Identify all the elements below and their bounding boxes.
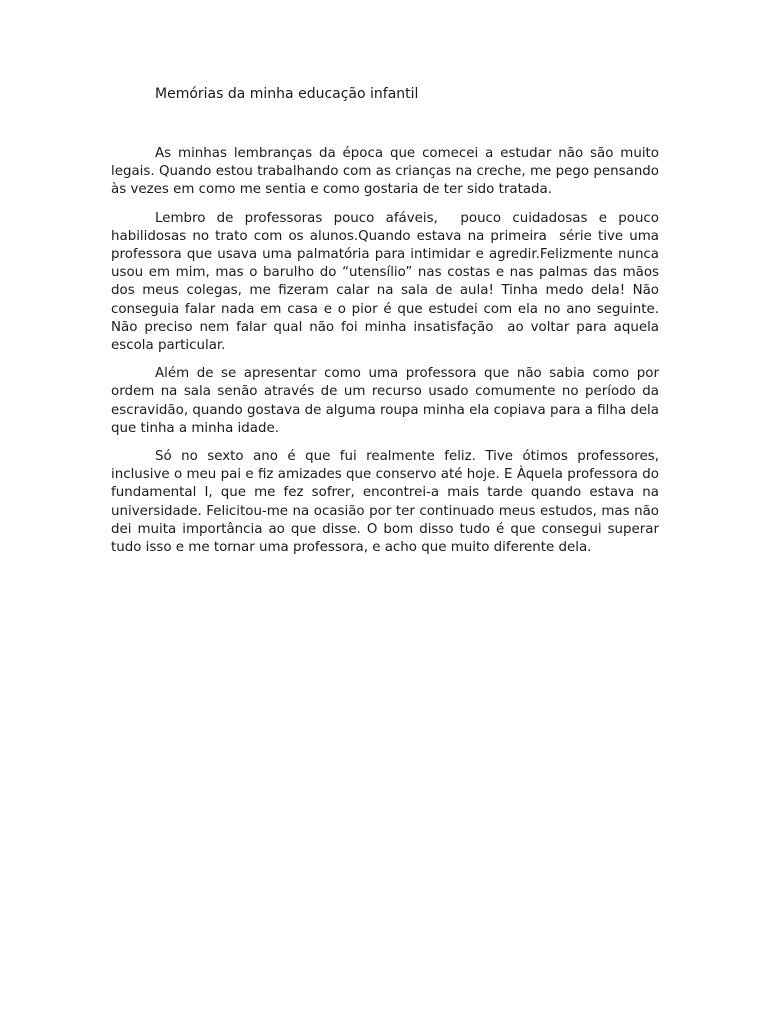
paragraph-4: Só no sexto ano é que fui realmente feliz. Tive ótimos professores, inclusive o meu pai e fiz amizades que conservo até hoje. E Àquela professora do fundamental I, que me fez sofrer, encontrei-a mais tarde quando estava na universidade. Felicitou-me na ocasião por ter continuado meus estudos, mas não dei muita importância ao que disse. O bom disso tudo é que consegui superar tudo isso e me tornar uma professora, e acho que muito diferente dela. xyxy=(111,449,664,556)
document-title: Memórias da minha educação infantil xyxy=(155,86,419,102)
paragraph-1: As minhas lembranças da época que comecei a estudar não são muito legais. Quando estou trabalhando com as crianças na creche, me pego pensando às vezes em como me sentia e como gostaria de ter sido tratada. xyxy=(111,146,664,198)
document-body xyxy=(111,145,664,567)
paragraph-2: Lembro de professoras pouco afáveis, pouco cuidadosas e pouco habilidosas no trato com os alunos.Quando estava na primeira série tive uma professora que usava uma palmatória para intimidar e agredir.Felizmente nunca usou em mim, mas o barulho do “utensílio” nas costas e nas palmas das mãos dos meus colegas, me fizeram calar na sala de aula! Tinha medo dela! Não conseguia falar nada em casa e o pior é que estudei com ela no ano seguinte. Não preciso nem falar qual não foi minha insatisfação ao voltar para aquela escola particular. xyxy=(111,210,664,354)
paragraph-3: Além de se apresentar como uma professora que não sabia como por ordem na sala senão através de um recurso usado comumente no período da escravidão, quando gostava de alguma roupa minha ela copiava para a filha dela que tinha a minha idade. xyxy=(111,366,664,436)
